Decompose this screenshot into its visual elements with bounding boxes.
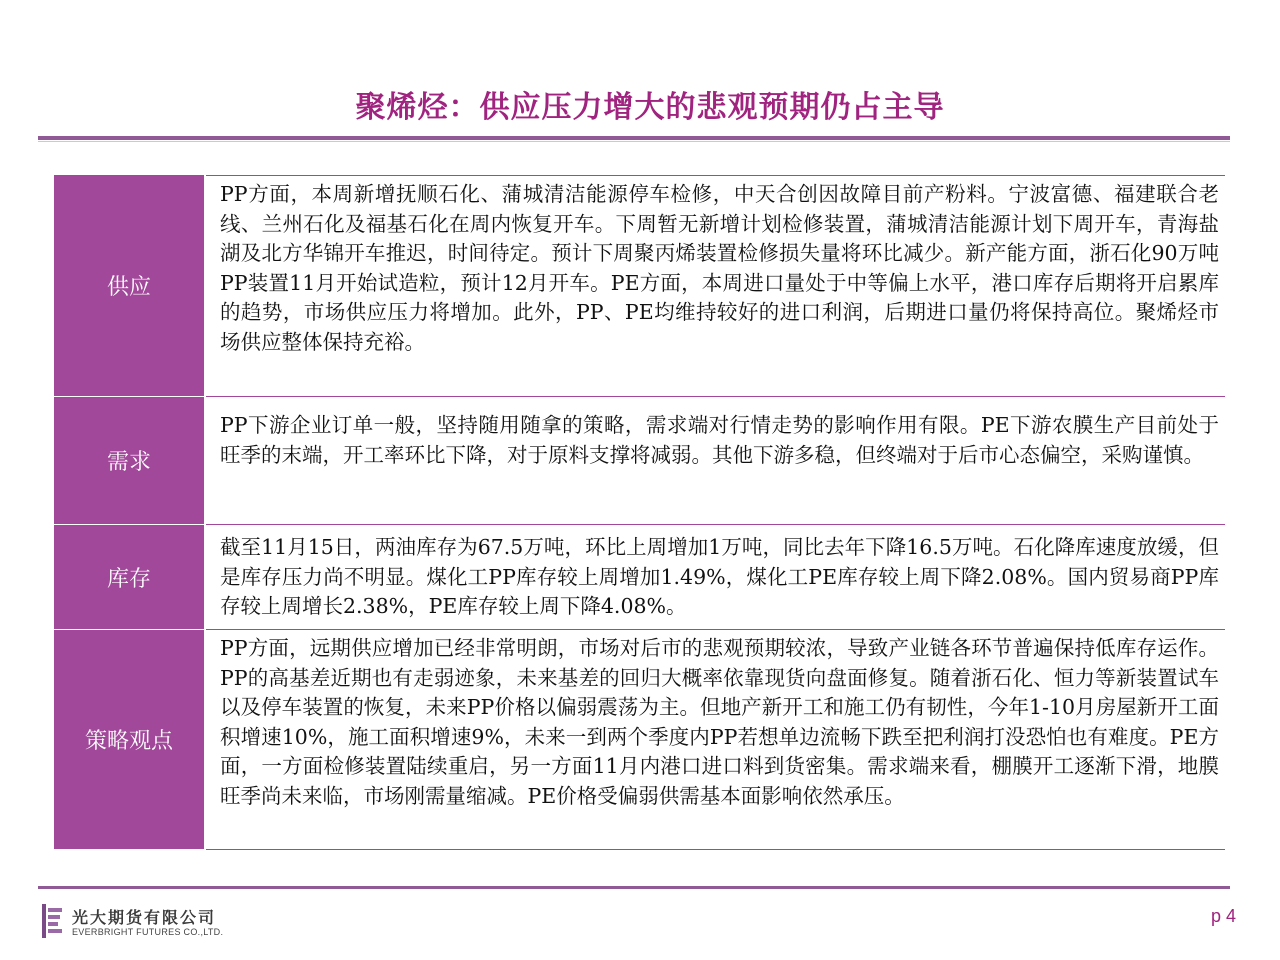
header-divider-shadow [38,141,1230,142]
company-name-cn: 光大期货有限公司 [72,908,217,927]
footer-divider [38,886,1230,889]
table-row-inventory [54,525,1225,630]
row-label: 供应 [54,175,204,397]
table-row-supply [54,175,1225,397]
table-row-demand [54,397,1225,525]
row-content: PP方面，本周新增抚顺石化、蒲城清洁能源停车检修，中天合创因故障目前产粉料。宁波富德、福建联合老线、兰州石化及福基石化在周内恢复开车。下周暂无新增计划检修装置，蒲城清洁能源计划下周开车，青海盐湖及北方华锦开车推迟，时间待定。预计下周聚丙烯装置检修损失量将环比减少。新产能方面，浙石化90万吨PP装置11月开始试造粒，预计12月开车。PE方面，本周进口量处于中等偏上水平，港口库存后期将开启累库的趋势，市场供应压力将增加。此外，PP、PE均维持较好的进口利润，后期进口量仍将保持高位。聚烯烃市场供应整体保持充裕。 [206,175,1225,397]
analysis-table [54,175,1225,850]
company-logo [42,904,242,940]
table-row-strategy [54,630,1225,850]
company-name-en: EVERBRIGHT FUTURES CO.,LTD. [72,927,224,937]
row-label: 库存 [54,525,204,630]
row-label: 策略观点 [54,630,204,850]
everbright-logo-icon [42,904,64,938]
row-content: 截至11月15日，两油库存为67.5万吨，环比上周增加1万吨，同比去年下降16.5万吨。石化降库速度放缓，但是库存压力尚不明显。煤化工PP库存较上周增加1.49%，煤化工PE库存较上周下降2.08%。国内贸易商PP库存较上周增长2.38%，PE库存较上周下降4.08%。 [206,525,1225,630]
header-divider [38,136,1230,140]
row-label: 需求 [54,397,204,525]
row-content: PP方面，远期供应增加已经非常明朗，市场对后市的悲观预期较浓，导致产业链各环节普遍保持低库存运作。PP的高基差近期也有走弱迹象，未来基差的回归大概率依靠现货向盘面修复。随着浙石化、恒力等新装置试车以及停车装置的恢复，未来PP价格以偏弱震荡为主。但地产新开工和施工仍有韧性，今年1-10月房屋新开工面积增速10%，施工面积增速9%，未来一到两个季度内PP若想单边流畅下跌至把利润打没恐怕也有难度。PE方面，一方面检修装置陆续重启，另一方面11月内港口进口料到货密集。需求端来看，棚膜开工逐渐下滑，地膜旺季尚未来临，市场刚需量缩减。PE价格受偏弱供需基本面影响依然承压。 [206,630,1225,850]
row-content: PP下游企业订单一般，坚持随用随拿的策略，需求端对行情走势的影响作用有限。PE下游农膜生产目前处于旺季的末端，开工率环比下降，对于原料支撑将减弱。其他下游多稳，但终端对于后市心态偏空，采购谨慎。 [206,397,1225,525]
page-number: p 4 [1210,906,1236,926]
page-title: 聚烯烃：供应压力增大的悲观预期仍占主导 [355,90,945,125]
